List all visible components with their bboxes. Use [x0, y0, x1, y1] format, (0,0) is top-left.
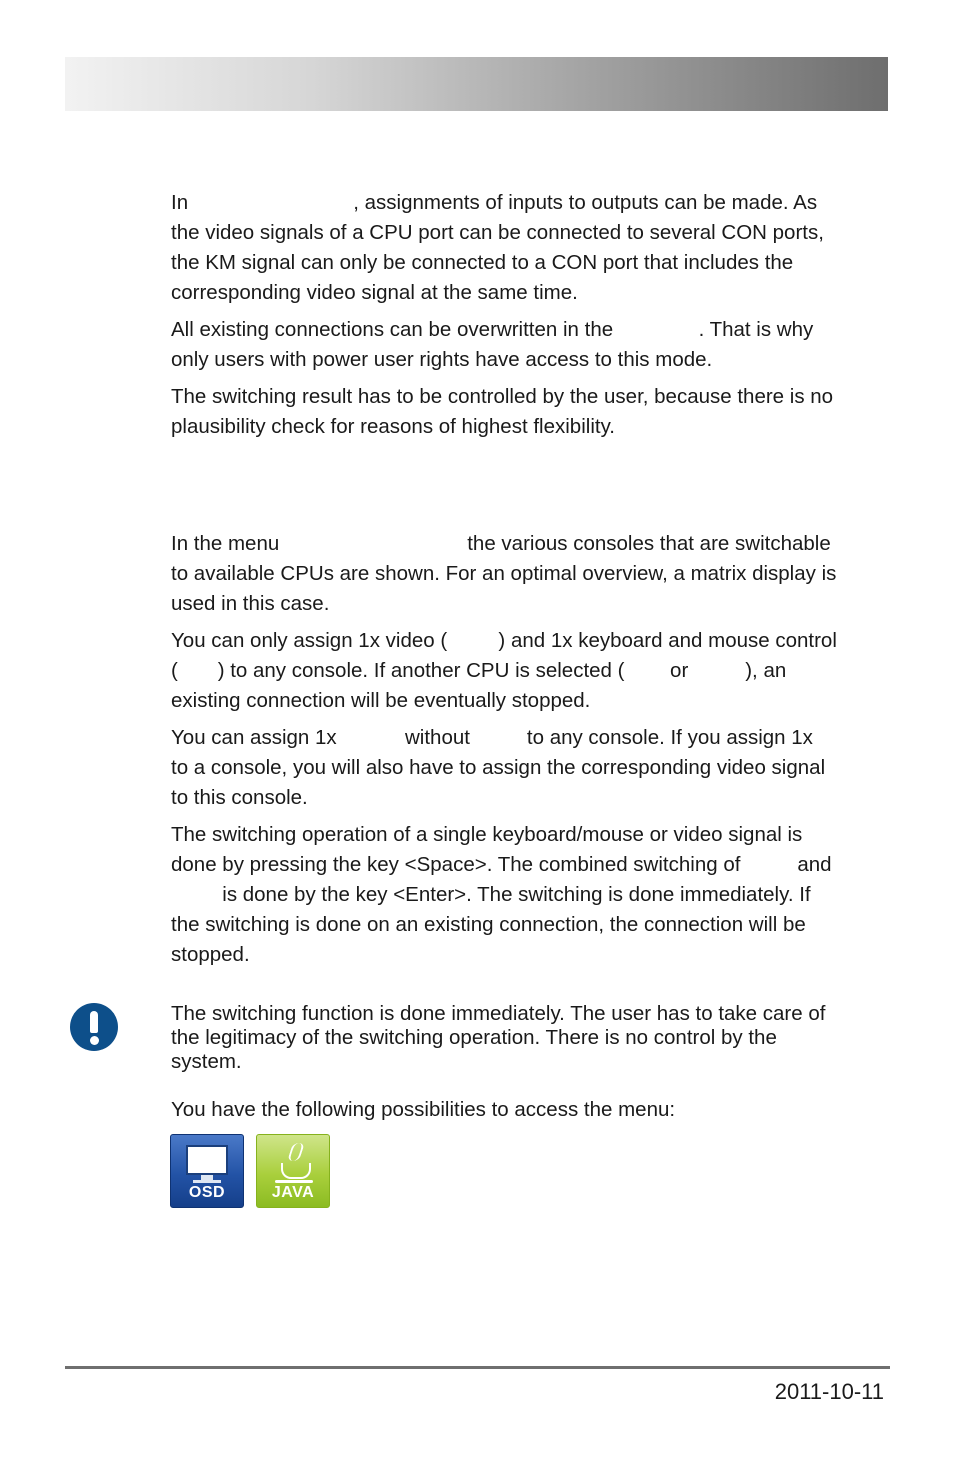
paragraph-switching-operation: The switching operation of a single keyboard/mouse or video signal is done by pressing the key <Space>. The combined switching of and is done by the key <Enter>. The switching is done immediately. If the switching is done on an existing connection, the connection will be stopped.: [171, 823, 832, 966]
paragraph-assignments: In , assignments of inputs to outputs can be made. As the video signals of a CPU port can be connected to several CON ports, the KM signal can only be connected to a CON port that includes the corresponding video signal at the same time.: [171, 191, 824, 304]
monitor-icon: [186, 1145, 228, 1175]
java-cup-icon: [281, 1163, 311, 1179]
paragraph-assign-video: You can only assign 1x video ( ) and 1x keyboard and mouse control ( ) to any console. If another CPU is selected ( or ), an existing connection will be eventually stopped.: [171, 629, 837, 712]
footer-divider: [65, 1366, 890, 1369]
note-text: The switching function is done immediately. The user has to take care of the legitimacy of the switching operation. There is no control by the system.: [171, 1002, 826, 1073]
paragraph-assign-km: You can assign 1x without to any console. If you assign 1x to a console, you will also have to assign the corresponding video signal to this console.: [171, 726, 826, 809]
java-label: JAVA: [271, 1184, 315, 1201]
paragraph-overwrite: All existing connections can be overwritten in the . That is why only users with power user rights have access to this mode.: [171, 318, 814, 371]
footer-date: 2011-10-11: [774, 1379, 884, 1404]
paragraph-menu-overview: In the menu the various consoles that are switchable to available CPUs are shown. For an optimal overview, a matrix display is used in this case.: [171, 532, 837, 615]
access-text: You have the following possibilities to access the menu:: [171, 1098, 676, 1121]
java-icon: [256, 1134, 330, 1208]
osd-icon: [170, 1134, 244, 1208]
paragraph-switching-result: The switching result has to be controlled by the user, because there is no plausibility check for reasons of highest flexibility.: [171, 385, 834, 438]
exclamation-icon: [70, 1003, 118, 1051]
header-bar: [65, 57, 888, 111]
osd-label: OSD: [188, 1184, 226, 1201]
